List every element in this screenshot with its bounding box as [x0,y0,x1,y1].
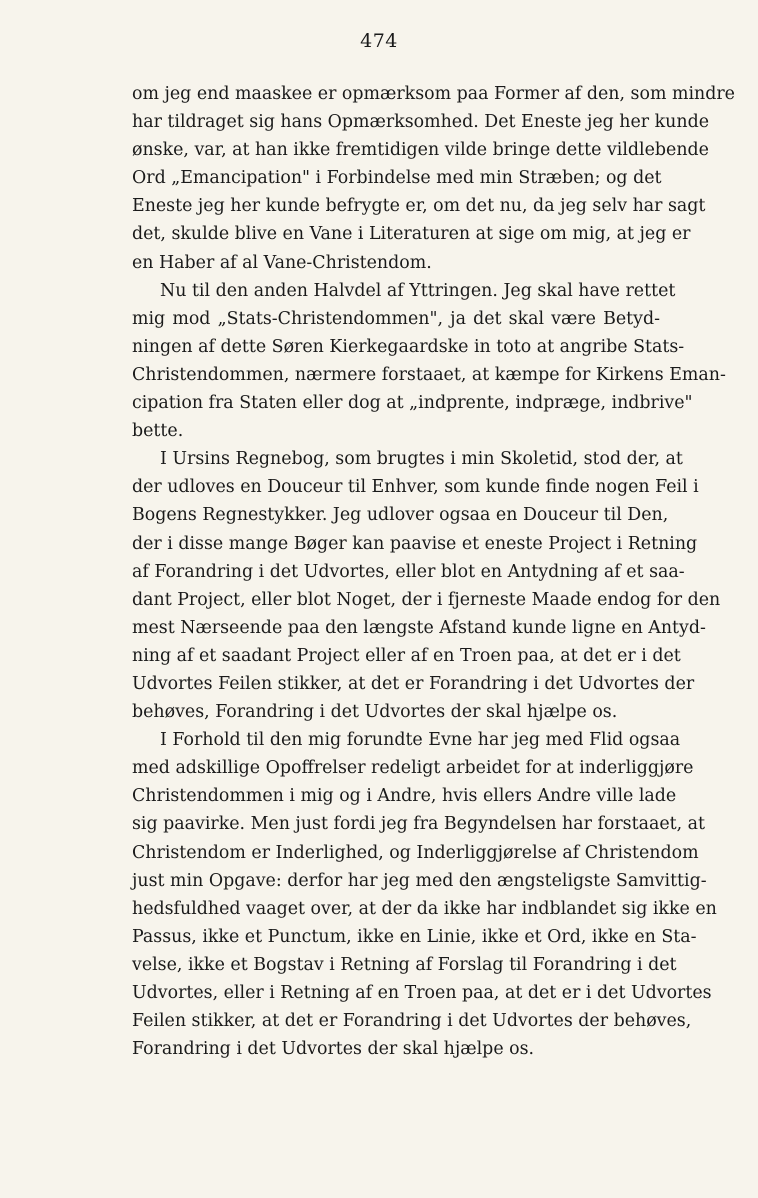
text-line: ning af et saadant Project eller af en Troen paa, at det er i det [132,645,681,666]
text-line: Ord „Emancipation" i Forbindelse med min Stræben; og det [132,168,662,189]
text-line: der i disse mange Bøger kan paavise et eneste Project i Retning [132,533,698,554]
paragraph-3 [132,445,721,726]
text-line: I Forhold til den mig forundte Evne har jeg med Flid ogsaa [160,730,681,751]
text-line: mig mod „Stats-Christendommen", ja det skal være Betyd- [132,308,660,329]
text-line: det, skulde blive en Vane i Literaturen at sige om mig, at jeg er [132,224,691,245]
text-line: har tildraget sig hans Opmærksomhed. Det Eneste jeg her kunde [132,112,709,133]
text-line: Christendom er Inderlighed, og Inderliggjørelse af Christendom [132,842,699,863]
text-line: Feilen stikker, at det er Forandring i det Udvortes der behøves, [132,1011,692,1032]
text-line: ningen af dette Søren Kierkegaardske in toto at angribe Stats- [132,336,685,357]
text-line: Eneste jeg her kunde befrygte er, om det nu, da jeg selv har sagt [132,196,706,217]
paragraph-1 [132,80,735,277]
text-line: ønske, var, at han ikke fremtidigen vilde bringe dette vildlebende [132,140,709,161]
text-line: just min Opgave: derfor har jeg med den ængsteligste Samvittig- [132,870,707,891]
text-line: Bogens Regnestykker. Jeg udlover ogsaa en Douceur til Den, [132,505,669,526]
text-line: I Ursins Regnebog, som brugtes i min Skoletid, stod der, at [160,449,683,470]
text-line: en Haber af al Vane-Christendom. [132,252,432,273]
text-line: sig paavirke. Men just fordi jeg fra Begyndelsen har forstaaet, at [132,814,706,835]
text-line: Udvortes, eller i Retning af en Troen paa, at det er i det Udvortes [132,983,712,1003]
text-line: Nu til den anden Halvdel af Yttringen. Jeg skal have rettet [160,280,676,301]
page-number: 474 [360,30,398,52]
text-line: Forandring i det Udvortes der skal hjælpe os. [132,1039,535,1060]
body-text [132,80,735,1063]
paragraph-2 [132,277,726,446]
text-line: Christendommen, nærmere forstaaet, at kæmpe for Kirkens Eman- [132,364,726,385]
text-line: af Forandring i det Udvortes, eller blot en Antydning af et saa- [132,561,685,582]
paragraph-4 [132,726,717,1063]
text-line: mest Nærseende paa den længste Afstand kunde ligne en Antyd- [132,617,706,638]
text-line: om jeg end maaskee er opmærksom paa Former af den, som mindre [132,84,735,104]
text-line: der udloves en Douceur til Enhver, som kunde finde nogen Feil i [132,477,699,498]
text-line: velse, ikke et Bogstav i Retning af Forslag til Forandring i det [132,954,677,975]
text-line: med adskillige Opoffrelser redeligt arbeidet for at inderliggjøre [132,758,694,779]
text-line: bette. [132,421,184,442]
text-line: Udvortes Feilen stikker, at det er Forandring i det Udvortes der [132,673,695,694]
text-line: cipation fra Staten eller dog at „indprente, indpræge, indbrive" [132,393,693,414]
text-line: Christendommen i mig og i Andre, hvis ellers Andre ville lade [132,786,677,807]
text-line: hedsfuldhed vaaget over, at der da ikke har indblandet sig ikke en [132,898,717,919]
text-line: dant Project, eller blot Noget, der i fjerneste Maade endog for den [132,589,721,610]
text-line: behøves, Forandring i det Udvortes der skal hjælpe os. [132,702,618,723]
text-line: Passus, ikke et Punctum, ikke en Linie, ikke et Ord, ikke en Sta- [132,926,697,947]
